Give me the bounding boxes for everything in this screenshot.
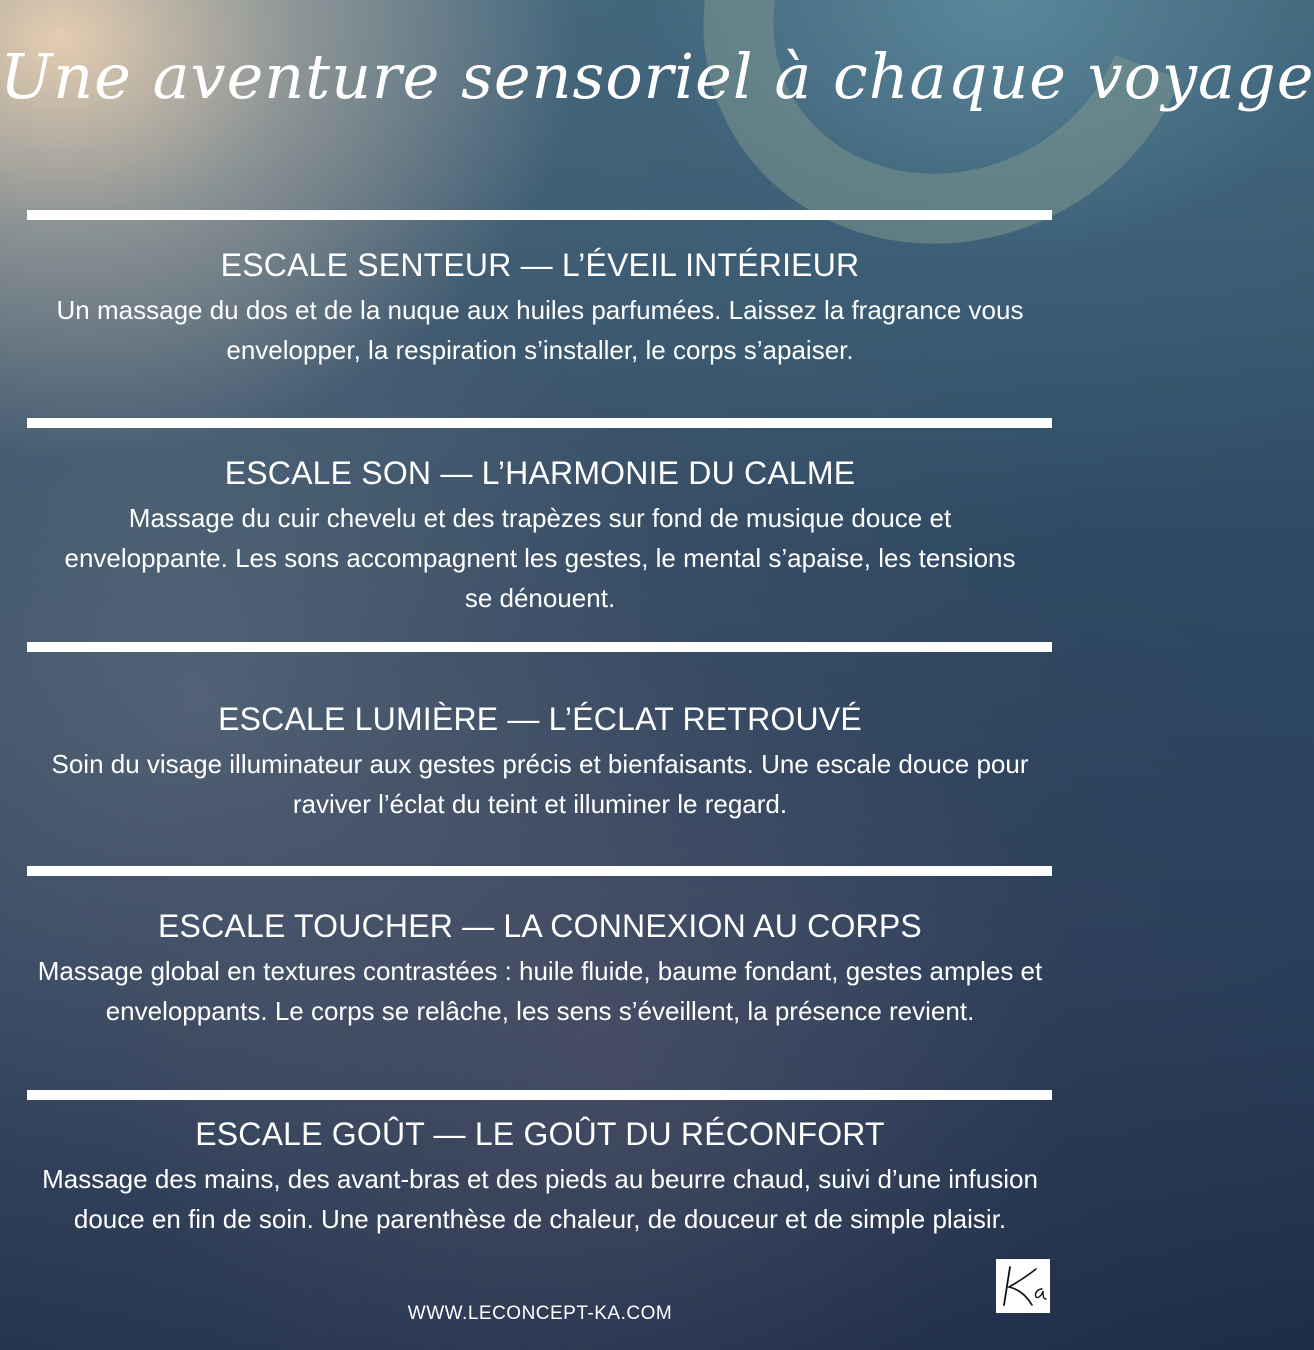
website-url[interactable]: WWW.LECONCEPT-KA.COM: [407, 1303, 673, 1324]
section-son: [0, 454, 1080, 618]
section-heading: ESCALE SENTEUR — L’ÉVEIL INTÉRIEUR: [220, 247, 860, 283]
section-text: Massage global en textures contrastées : huile fluide, baume fondant, gestes amples et enveloppants. Le corps se relâche, les sens s’éveillent, la présence revient.: [37, 956, 1043, 1026]
ka-monogram-logo-svg: [996, 1259, 1050, 1313]
page-title: Une aventure sensoriel à chaque voyage: [0, 40, 1314, 113]
section-text: Massage des mains, des avant-bras et des pieds au beurre chaud, suivi d’une infusion douce en fin de soin. Une parenthèse de chaleur, de douceur et de simple plaisir.: [42, 1164, 1038, 1234]
section-heading: ESCALE SON — L’HARMONIE DU CALME: [224, 455, 856, 491]
ka-monogram-logo-icon: [996, 1259, 1050, 1313]
divider-5: [27, 1090, 1052, 1100]
section-heading: ESCALE GOÛT — LE GOÛT DU RÉCONFORT: [195, 1116, 885, 1152]
divider-2: [27, 418, 1052, 428]
divider-3: [27, 642, 1052, 652]
section-lumiere: [0, 700, 1080, 824]
section-senteur: [0, 246, 1080, 370]
divider-4: [27, 866, 1052, 876]
divider-1: [27, 210, 1052, 220]
section-gout: [0, 1115, 1080, 1239]
section-heading: ESCALE TOUCHER — LA CONNEXION AU CORPS: [158, 908, 922, 944]
section-heading: ESCALE LUMIÈRE — L’ÉCLAT RETROUVÉ: [218, 701, 862, 737]
section-text: Un massage du dos et de la nuque aux huiles parfumées. Laissez la fragrance vous envelopper, la respiration s’installer, le corps s’apaiser.: [56, 295, 1024, 365]
section-toucher: [0, 907, 1080, 1031]
section-text: Massage du cuir chevelu et des trapèzes sur fond de musique douce et enveloppante. Les sons accompagnent les gestes, le mental s’apaise, les tensions se dénouent.: [64, 503, 1016, 613]
section-text: Soin du visage illuminateur aux gestes précis et bienfaisants. Une escale douce pour raviver l’éclat du teint et illuminer le regard.: [51, 749, 1029, 819]
